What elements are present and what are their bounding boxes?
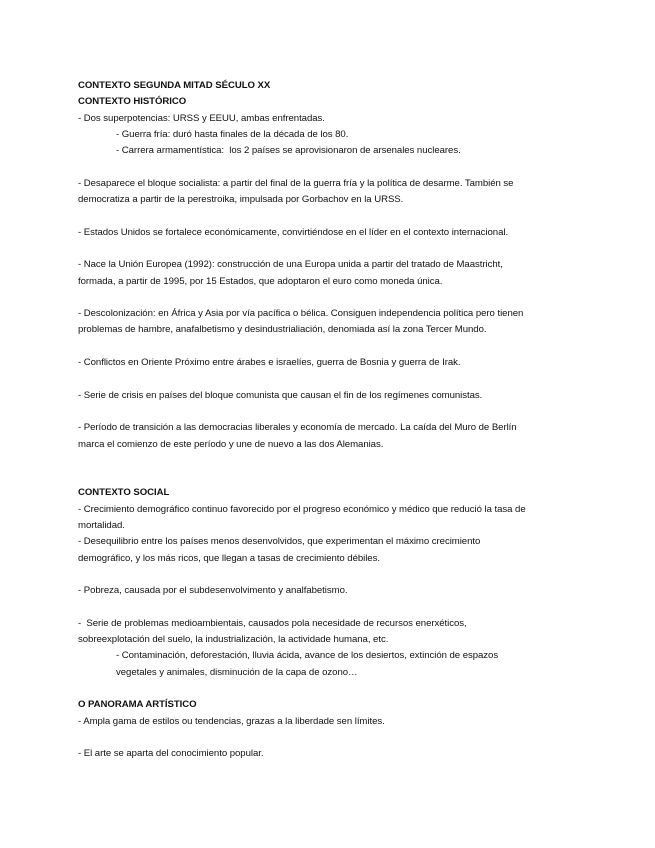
paragraph-line: demográfico, y los más ricos, que llegan a tasas de crecimiento débiles. [78,552,380,564]
spacer [78,600,615,616]
spacer [78,208,615,224]
spacer [78,241,615,257]
sub-item-line: - Guerra fría: duró hasta finales de la década de los 80. [116,128,349,140]
paragraph-line: - Desequilibrio entre los países menos desenvolvidos, que experimentan el máximo crecimiento [78,536,481,548]
paragraph-line: problemas de hambre, anafalbetismo y desindustrialiación, denomiada así la zona Tercer Mundo. [78,324,487,336]
spacer [78,159,615,175]
spacer [78,453,615,469]
sub-item-line: - Carrera armamentística: los 2 países se aprovisionaron de arsenales nucleares. [116,145,461,157]
section-heading-social: CONTEXTO SOCIAL [78,487,170,499]
spacer [78,339,615,355]
paragraph-line: - Período de transición a las democracias liberales y economía de mercado. La caída del Muro de Berlín [78,422,517,434]
paragraph-line: - Serie de problemas medioambientais, causados pola necesidade de recursos enerxéticos, [78,617,467,629]
document-title: CONTEXTO SEGUNDA MITAD SÉCULO XX [78,80,271,91]
paragraph-line: democratiza a partir de la perestroika, impulsada por Gorbachov en la URSS. [78,194,404,206]
paragraph-line: - Descolonización: en África y Asia por vía pacífica o bélica. Consiguen independencia política pero tienen [78,308,524,320]
paragraph-line: - El arte se aparta del conocimiento popular. [78,748,264,760]
paragraph-line: - Estados Unidos se fortalece económicamente, convirtiéndose en el líder en el contexto internacional. [78,226,509,238]
spacer [78,469,615,485]
paragraph-line: - Desaparece el bloque socialista: a partir del final de la guerra fría y la política de desarme. También se [78,177,514,189]
paragraph-line: - Pobreza, causada por el subdesenvolvimento y analfabetismo. [78,585,348,597]
paragraph-line: - Conflictos en Oriente Próximo entre árabes e israelíes, guerra de Bosnia y guerra de Irak. [78,357,461,369]
spacer [78,404,615,420]
spacer [78,730,615,746]
spacer [78,681,615,697]
paragraph-line: mortalidad. [78,520,125,532]
paragraph-line: - Dos superpotencias: URSS y EEUU, ambas enfrentadas. [78,112,325,124]
sub-item-line: - Contaminación, deforestación, lluvia ácida, avance de los desiertos, extinción de espazos [116,650,499,662]
paragraph-line: formada, a partir de 1995, por 15 Estados, que adoptaron el euro como moneda única. [78,275,443,287]
paragraph-line: - Serie de crisis en países del bloque comunista que causan el fin de los regímenes comunistas. [78,389,483,401]
paragraph-line: - Ampla gama de estilos ou tendencias, grazas a la liberdade sen límites. [78,715,385,727]
paragraph-line: sobreexplotación del suelo, la industrialización, la actividade humana, etc. [78,634,389,646]
spacer [78,371,615,387]
section-heading-historico: CONTEXTO HISTÓRICO [78,96,187,108]
section-heading-artistico: O PANORAMA ARTÍSTICO [78,699,197,711]
spacer [78,567,615,583]
paragraph-line: - Crecimiento demográfico continuo favorecido por el progreso económico y médico que redució la tasa de [78,503,526,515]
paragraph-line: - Nace la Unión Europea (1992): construcción de una Europa unida a partir del tratado de Maastricht, [78,259,503,271]
paragraph-line: marca el comienzo de este período y une de nuevo a las dos Alemanias. [78,438,384,450]
sub-item-line: vegetales y animales, disminución de la capa de ozono… [116,666,358,678]
spacer [78,290,615,306]
